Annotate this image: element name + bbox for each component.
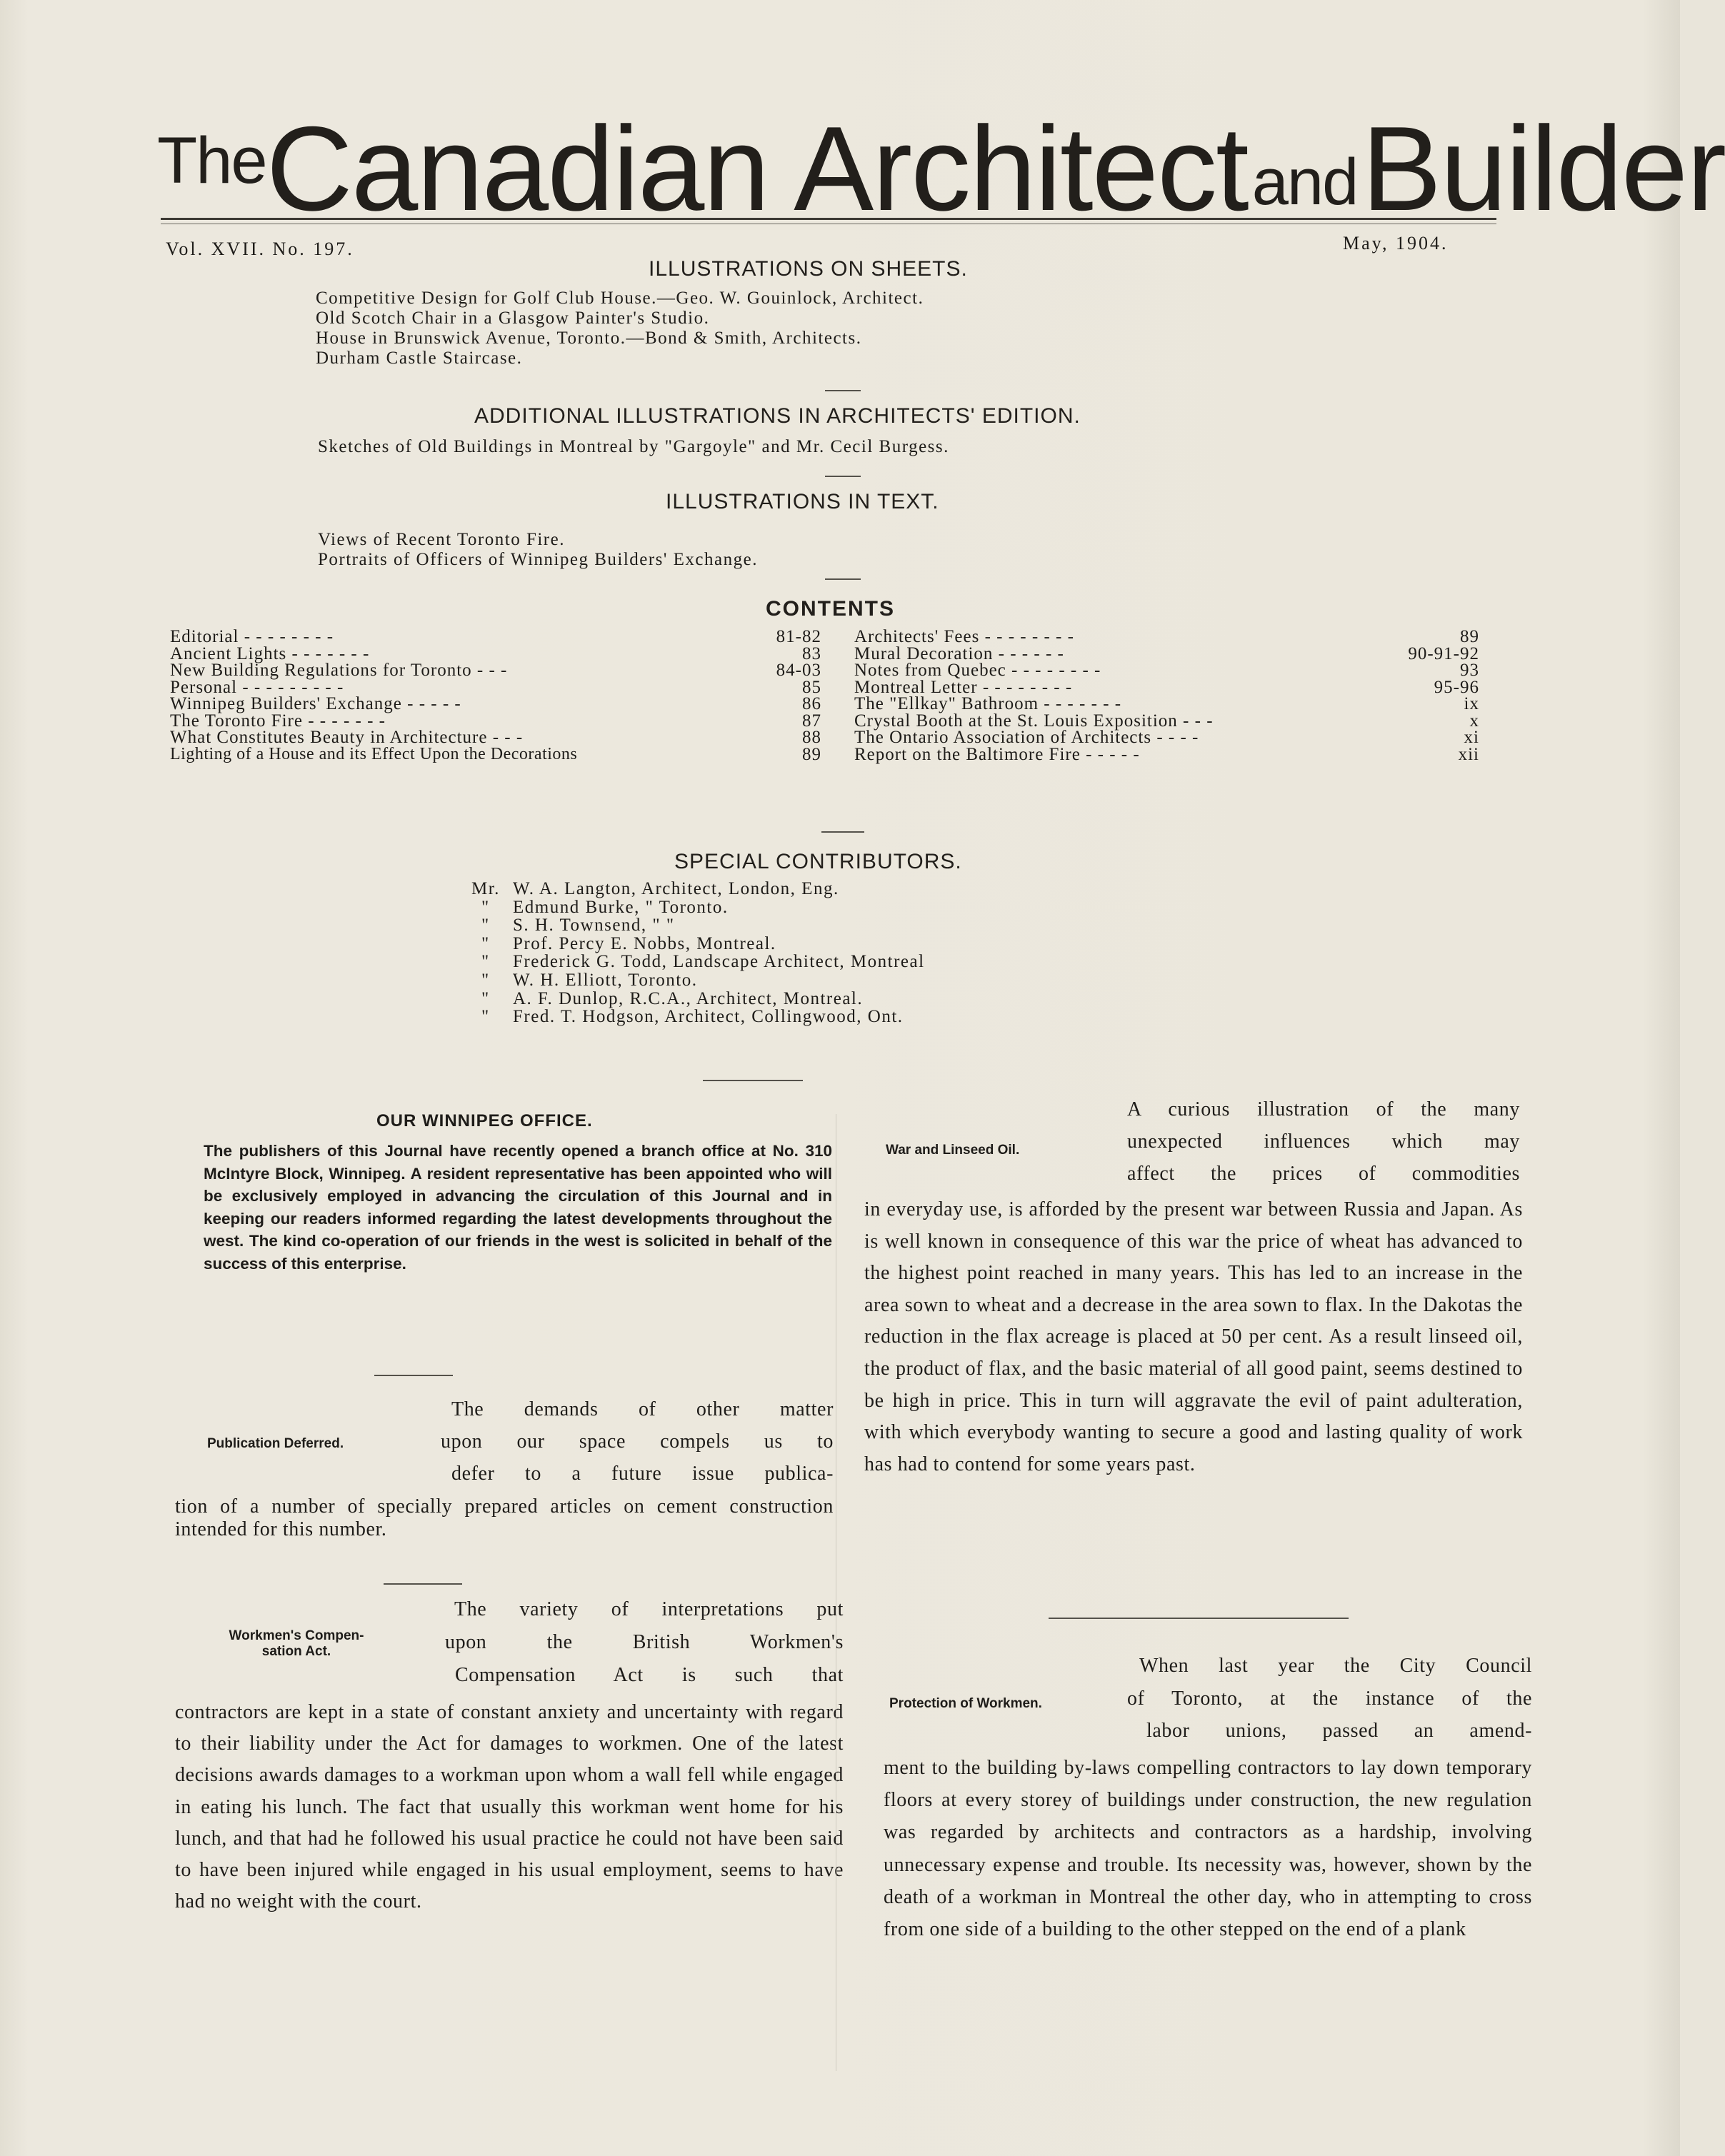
- contents-entry: Architects' Fees - - - - - - - -: [854, 627, 1074, 646]
- list-item: House in Brunswick Avenue, Toronto.—Bond & Smith, Architects.: [316, 329, 862, 348]
- contents-entry: Lighting of a House and its Effect Upon the Decorations: [170, 744, 578, 763]
- contents-left-column: [170, 628, 824, 763]
- table-row: [170, 662, 824, 679]
- war-linseed-line-3: affect the prices of commodities: [1127, 1163, 1520, 1185]
- section-divider: [825, 390, 861, 391]
- contents-page: 86: [802, 694, 821, 713]
- contents-page: 81-82: [776, 627, 821, 646]
- additional-illustrations-list: [318, 437, 949, 457]
- section-divider: [821, 831, 864, 833]
- list-item: Old Scotch Chair in a Glasgow Painter's Studio.: [316, 309, 710, 328]
- contributor-prefix: ": [481, 988, 490, 1008]
- table-row: [854, 729, 1497, 746]
- masthead-canadian-architect: Canadian Architect: [266, 101, 1248, 236]
- contents-page: 95-96: [1434, 677, 1479, 697]
- illustrations-on-sheets-heading: ILLUSTRATIONS ON SHEETS.: [649, 257, 968, 281]
- contents-entry: Mural Decoration - - - - - -: [854, 643, 1064, 663]
- table-row: [854, 679, 1497, 696]
- publication-deferred-line-2: upon our space compels us to: [441, 1430, 834, 1453]
- protection-workmen-line-2: of Toronto, at the instance of the: [1127, 1688, 1532, 1710]
- war-linseed-line-1: A curious illustration of the many: [1127, 1098, 1520, 1120]
- list-item: [471, 898, 925, 917]
- contents-page: 93: [1460, 661, 1479, 680]
- contents-page: xi: [1464, 728, 1479, 747]
- table-row: [854, 662, 1497, 679]
- compensation-act-sidehead-line-2: sation Act.: [261, 1644, 331, 1659]
- contents-page: 90-91-92: [1408, 643, 1479, 663]
- list-item: [471, 990, 925, 1008]
- table-row: [170, 628, 824, 646]
- special-contributors-list: [471, 880, 925, 1026]
- masthead-the: The: [157, 124, 266, 197]
- list-item: Views of Recent Toronto Fire.: [318, 530, 565, 549]
- contents-page: 84-03: [776, 661, 821, 680]
- contents-entry: The "Ellkay" Bathroom - - - - - - -: [854, 694, 1122, 713]
- illustrations-in-text-heading: ILLUSTRATIONS IN TEXT.: [666, 490, 939, 513]
- contributor-prefix: ": [481, 970, 490, 990]
- contents-page: ix: [1464, 694, 1479, 713]
- war-linseed-line-2: unexpected influences which may: [1127, 1130, 1520, 1153]
- contents-entry: Montreal Letter - - - - - - - -: [854, 677, 1073, 697]
- contributor-name: A. F. Dunlop, R.C.A., Architect, Montreal.: [513, 988, 864, 1008]
- illustrations-on-sheets-list: [316, 289, 924, 368]
- contents-page: 87: [802, 711, 821, 731]
- contents-heading: CONTENTS: [766, 597, 895, 621]
- winnipeg-office-notice: The publishers of this Journal have recently opened a branch office at No. 310 McIntyre Block, Winnipeg. A resident representative has been appointed who will be exclusively employed in advancing the circulation of this Journal and in keeping our readers informed regarding the latest developments throughout the west. The kind co-operation of our friends in the west is solicited in behalf of the success of this enterprise.: [204, 1142, 832, 1273]
- contents-entry: Crystal Booth at the St. Louis Exposition - - -: [854, 711, 1214, 731]
- section-divider: [825, 476, 861, 477]
- table-row: [854, 628, 1497, 646]
- masthead-rule: [161, 218, 1496, 220]
- contributor-name: W. A. Langton, Architect, London, Eng.: [513, 879, 839, 898]
- table-row: [170, 713, 824, 730]
- table-row: [854, 696, 1497, 713]
- contents-page: 85: [802, 677, 821, 697]
- list-item: [471, 916, 925, 935]
- contents-entry: Notes from Quebec - - - - - - - -: [854, 661, 1101, 680]
- list-item: [471, 935, 925, 953]
- table-row: [170, 679, 824, 696]
- war-linseed-body: in everyday use, is afforded by the present war between Russia and Japan. As is well known in consequence of this war the price of wheat has advanced to the highest point reached in many years. This has led to an increase in the area sown to wheat and a decrease in the area sown to flax. In the Dakotas the reduction in the flax acreage is placed at 50 per cent. As a result linseed oil, the product of flax, and the basic material of all good paint, seems destined to be high in price. This in turn will aggravate the evil of paint adulteration, with which everybody wanting to secure a good and lasting quality of work has had to contend for some years past.: [864, 1198, 1523, 1475]
- contents-entry: What Constitutes Beauty in Architecture - - -: [170, 728, 524, 747]
- table-row: [170, 729, 824, 746]
- contributor-name: Edmund Burke, " Toronto.: [513, 897, 729, 917]
- compensation-act-line-2: upon the British Workmen's: [445, 1631, 844, 1653]
- contents-entry: The Toronto Fire - - - - - - -: [170, 711, 386, 731]
- contributor-prefix: ": [481, 916, 490, 936]
- contents-entry: Ancient Lights - - - - - - -: [170, 643, 370, 663]
- contents-entry: Personal - - - - - - - - -: [170, 677, 344, 697]
- publication-deferred-line-3: defer to a future issue publica-: [451, 1463, 834, 1485]
- contents-page: 83: [802, 643, 821, 663]
- additional-illustrations-heading: ADDITIONAL ILLUSTRATIONS IN ARCHITECTS' EDITION.: [474, 404, 1081, 428]
- compensation-act-sidehead: [207, 1628, 386, 1660]
- publication-deferred-line-1: The demands of other matter: [451, 1398, 834, 1420]
- winnipeg-office-heading: OUR WINNIPEG OFFICE.: [376, 1111, 593, 1130]
- special-contributors-heading: SPECIAL CONTRIBUTORS.: [674, 850, 962, 873]
- table-row: [170, 696, 824, 713]
- contents-page: 88: [802, 728, 821, 747]
- section-divider: [1049, 1618, 1349, 1619]
- list-item: [471, 953, 925, 971]
- contents-entry: Report on the Baltimore Fire - - - - -: [854, 744, 1140, 764]
- list-item: Portraits of Officers of Winnipeg Builders' Exchange.: [318, 550, 758, 569]
- protection-workmen-line-3: labor unions, passed an amend-: [1146, 1720, 1532, 1742]
- contents-page: xii: [1458, 744, 1479, 764]
- section-divider: [374, 1375, 453, 1376]
- contributor-prefix: ": [481, 1007, 490, 1027]
- contributor-prefix: ": [481, 897, 490, 917]
- list-item: [471, 1008, 925, 1026]
- contributor-prefix: ": [481, 933, 490, 953]
- publication-deferred-body: tion of a number of specially prepared articles on cement construction intended for this number.: [175, 1495, 834, 1540]
- volume-number: Vol. XVII. No. 197.: [166, 239, 354, 259]
- list-item: [471, 880, 925, 898]
- contents-entry: New Building Regulations for Toronto - - -: [170, 661, 508, 680]
- list-item: Durham Castle Staircase.: [316, 349, 523, 368]
- contributor-name: Prof. Percy E. Nobbs, Montreal.: [513, 933, 776, 953]
- compensation-act-sidehead-line-1: Workmen's Compen-: [229, 1628, 364, 1643]
- contributor-name: W. H. Elliott, Toronto.: [513, 970, 698, 990]
- list-item: Competitive Design for Golf Club House.—Geo. W. Gouinlock, Architect.: [316, 289, 924, 308]
- table-row: [170, 643, 824, 663]
- table-row: [854, 746, 1497, 763]
- table-row: [854, 643, 1497, 663]
- list-item: Sketches of Old Buildings in Montreal by "Gargoyle" and Mr. Cecil Burgess.: [318, 437, 949, 456]
- contributor-name: Fred. T. Hodgson, Architect, Collingwood, Ont.: [513, 1007, 904, 1027]
- contributor-name: Frederick G. Todd, Landscape Architect, Montreal: [513, 952, 925, 972]
- contents-right-column: [854, 628, 1497, 763]
- contributor-prefix: ": [481, 952, 490, 972]
- protection-workmen-body: ment to the building by-laws compelling contractors to lay down temporary floors at every storey of buildings under construction, the new regulation was regarded by architects and contractors as a hardship, involving unnecessary expense and trouble. Its necessity was, however, shown by the death of a workman in Montreal the other day, who in attempting to cross from one side of a building to the other stepped on the end of a plank: [884, 1757, 1532, 1941]
- protection-workmen-sidehead: Protection of Workmen.: [889, 1696, 1042, 1711]
- contributor-name: S. H. Townsend, " ": [513, 916, 675, 936]
- section-divider: [703, 1080, 803, 1081]
- list-item: [471, 971, 925, 990]
- contents-page: 89: [802, 744, 821, 764]
- contents-page: x: [1469, 711, 1479, 731]
- contents-entry: The Ontario Association of Architects - - - -: [854, 728, 1199, 747]
- contents-page: 89: [1460, 627, 1479, 646]
- compensation-act-body: contractors are kept in a state of constant anxiety and uncertainty with regard to their liability under the Act for damages to workmen. One of the latest decisions awards damages to a workman upon whom a wall fell while engaged in eating his lunch. The fact that usually this workman went home for his lunch, and that had he followed his usual practice he could not have been said to have been injured while engaged in his usual employment, seems to have had no weight with the court.: [175, 1701, 844, 1913]
- compensation-act-line-3: Compensation Act is such that: [455, 1664, 844, 1686]
- masthead-builder: Builder: [1361, 101, 1725, 236]
- contributor-prefix: Mr.: [471, 879, 500, 898]
- protection-workmen-line-1: When last year the City Council: [1139, 1655, 1532, 1677]
- publication-deferred-sidehead: Publication Deferred.: [207, 1436, 344, 1451]
- section-divider: [384, 1583, 462, 1585]
- contents-entry: Winnipeg Builders' Exchange - - - - -: [170, 694, 461, 713]
- compensation-act-line-1: The variety of interpretations put: [454, 1598, 844, 1620]
- table-row: [854, 713, 1497, 730]
- illustrations-in-text-list: [318, 530, 758, 570]
- masthead-and: and: [1251, 146, 1358, 219]
- contents-entry: Editorial - - - - - - - -: [170, 627, 334, 646]
- war-linseed-sidehead: War and Linseed Oil.: [886, 1143, 1020, 1158]
- section-divider: [825, 578, 861, 580]
- table-row: [170, 746, 824, 763]
- issue-date: May, 1904.: [1343, 233, 1449, 254]
